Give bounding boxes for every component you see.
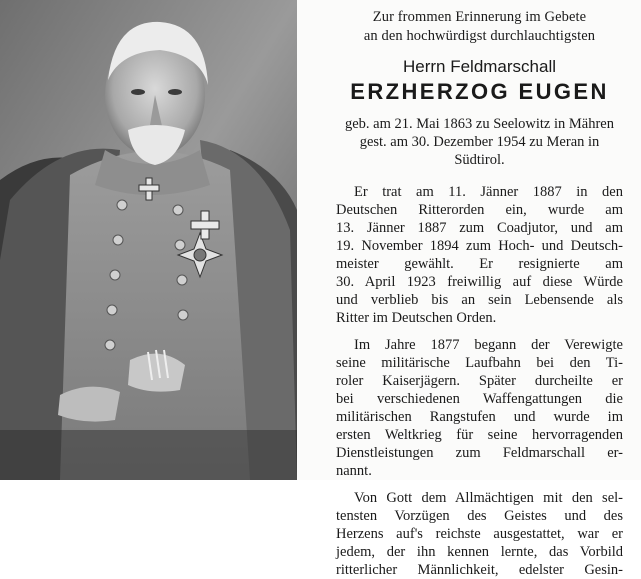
death-date: gest. am 30. Dezember 1954 zu Meran in [359,134,600,150]
text-line: roler Kaiserjägern. Später durcheilte er [336,373,623,389]
text-line: Von Gott dem Allmächtigen mit den sel- [354,490,623,506]
text-line: bei verschiedenen Waffengattungen die [336,391,623,407]
text-line: jedem, der ihn kennen lernte, das Vorbild [336,544,623,560]
text-line: und verblieb bis an sein Lebensende als [336,292,623,308]
intro-line-2: an den hochwürdigst durchlauchtigsten [363,28,596,44]
text-line: Ritter im Deutschen Orden. [336,310,497,326]
birth-date: geb. am 21. Mai 1863 zu Seelowitz in Mähren [345,116,614,132]
text-line: seine militärische Laufbahn bei den Ti- [336,355,623,371]
paragraph-virtues [336,489,623,579]
portrait-photo [0,0,297,480]
text-line: 19. November 1894 zum Hoch- und Deutsch- [336,238,623,254]
intro-line-1: Zur frommen Erinnerung im Gebete [372,9,587,25]
rank-title: Herrn Feldmarschall [402,57,557,76]
text-line: ritterlicher Männlichkeit, edelster Gesin- [336,562,623,578]
text-line: Deutschen Ritterorden ein, wurde am [336,202,623,218]
memorial-text [336,8,623,578]
text-line: Er trat am 11. Jänner 1887 in den [354,184,623,200]
text-line: tensten Vorzügen des Geistes und des [336,508,623,524]
intro [336,8,623,46]
text-line: 30. April 1923 freiwillig auf diese Würde [336,274,623,290]
paragraph-military [336,336,623,480]
text-line: Dienstleistungen zum Feldmarschall er- [336,445,623,461]
text-line: meister gewählt. Er resignierte am [336,256,623,272]
death-place: Südtirol. [454,152,505,168]
text-line: 13. Jänner 1887 zum Coadjutor, und am [336,220,623,236]
text-line: ersten Weltkrieg für seine hervorragenden [336,427,623,443]
text-line: Herzens auf's reichste ausgestattet, war er [336,526,623,542]
deceased-name: ERZHERZOG EUGEN [350,79,609,104]
text-line: militärischen Rangstufen und wurde im [336,409,623,425]
paragraph-order [336,183,623,327]
text-line: Im Jahre 1877 begann der Verewigte [354,337,623,353]
text-line: nannt. [336,463,372,479]
life-dates [336,115,623,169]
